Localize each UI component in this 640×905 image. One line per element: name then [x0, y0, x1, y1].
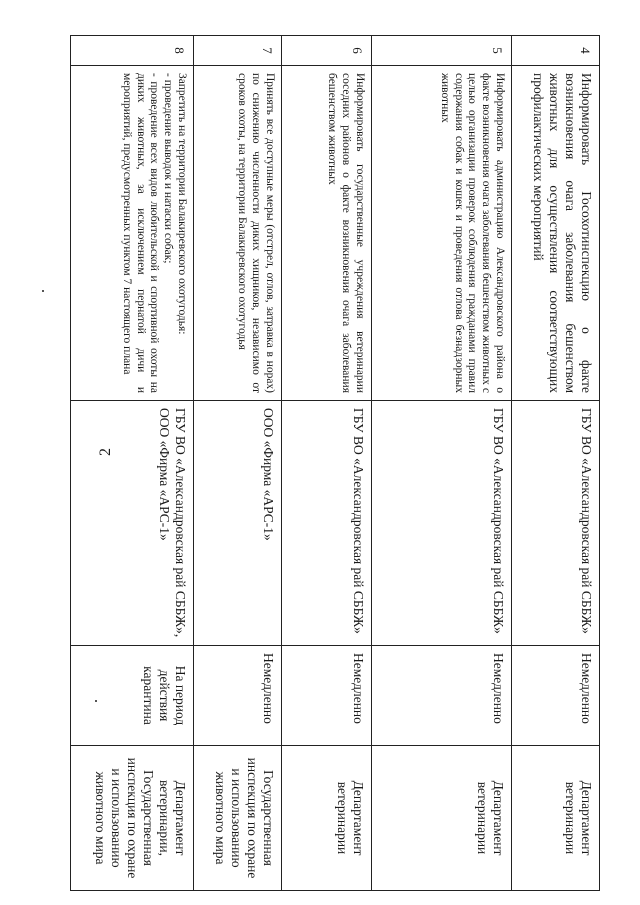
responsible-party	[71, 401, 194, 646]
deadline: Немедленно	[372, 646, 512, 746]
controlling-body: Государственная инспекция по охране и использованию животного мира	[194, 746, 282, 891]
action-line: Запретить на территории Балакиревского охотугодья:	[176, 73, 188, 335]
row-number: 8	[71, 36, 194, 66]
action-text	[71, 66, 194, 401]
table-row	[372, 36, 512, 891]
row-number: 4	[512, 36, 600, 66]
row-number: 7	[194, 36, 282, 66]
action-line: - проведение всех видов любительской и спортивной охоты на диких животных, за исключением пернатой дичи и мероприятий, предусмотренных пунктом 7 настоящего плана	[120, 73, 161, 393]
rotated-table-container	[70, 35, 600, 890]
action-text: Принять все доступные меры (отстрел, отлов, затравка в норах) по снижению численности диких хищников, независимо от сроков охоты, на территории Балакиревского охотугодья	[194, 66, 282, 401]
row-number: 5	[372, 36, 512, 66]
table-row	[71, 36, 194, 891]
deadline: Немедленно	[512, 646, 600, 746]
responsible-line: ООО «Фирма «АРС-1»	[157, 408, 173, 541]
action-text: Информировать государственные учреждения ветеринарии соседних районов о факте возникновения очага заболевания бешенством животных	[282, 66, 372, 401]
row-number: 6	[282, 36, 372, 66]
responsible-party: ГБУ ВО «Александровская рай СББЖ»	[282, 401, 372, 646]
table-row	[512, 36, 600, 891]
table-row	[282, 36, 372, 891]
controlling-body: Департамент ветеринарии, Государственная инспекция по охране и использованию животного мира	[71, 746, 194, 891]
table-row	[194, 36, 282, 891]
action-text: Информировать администрацию Александровского района о факте возникновения очага заболевания бешенством животных с целью организации проверок соблюдения гражданами правил содержания собак и кошек и проведения отлова безнадзорных животных	[372, 66, 512, 401]
responsible-party: ГБУ ВО «Александровская рай СББЖ»	[372, 401, 512, 646]
deadline: На период действия карантина	[71, 646, 194, 746]
action-text: Информировать Госохотинспекцию о факте возникновения очага заболевания бешенством животных для осуществления соответствующих профилактических мероприятий	[512, 66, 600, 401]
action-line: - проведение выводок и натаски собак;	[162, 73, 175, 264]
action-plan-table	[70, 35, 600, 891]
responsible-line: ГБУ ВО «Александровская рай СББЖ»,	[173, 408, 188, 638]
responsible-party: ГБУ ВО «Александровская рай СББЖ»	[512, 401, 600, 646]
controlling-body: Департамент ветеринарии	[512, 746, 600, 891]
scan-speck	[42, 290, 44, 292]
controlling-body: Департамент ветеринарии	[372, 746, 512, 891]
responsible-party: ООО «Фирма «АРС-1»	[194, 401, 282, 646]
deadline: Немедленно	[282, 646, 372, 746]
controlling-body: Департамент ветеринарии	[282, 746, 372, 891]
deadline: Немедленно	[194, 646, 282, 746]
page-number: 2	[97, 448, 114, 456]
